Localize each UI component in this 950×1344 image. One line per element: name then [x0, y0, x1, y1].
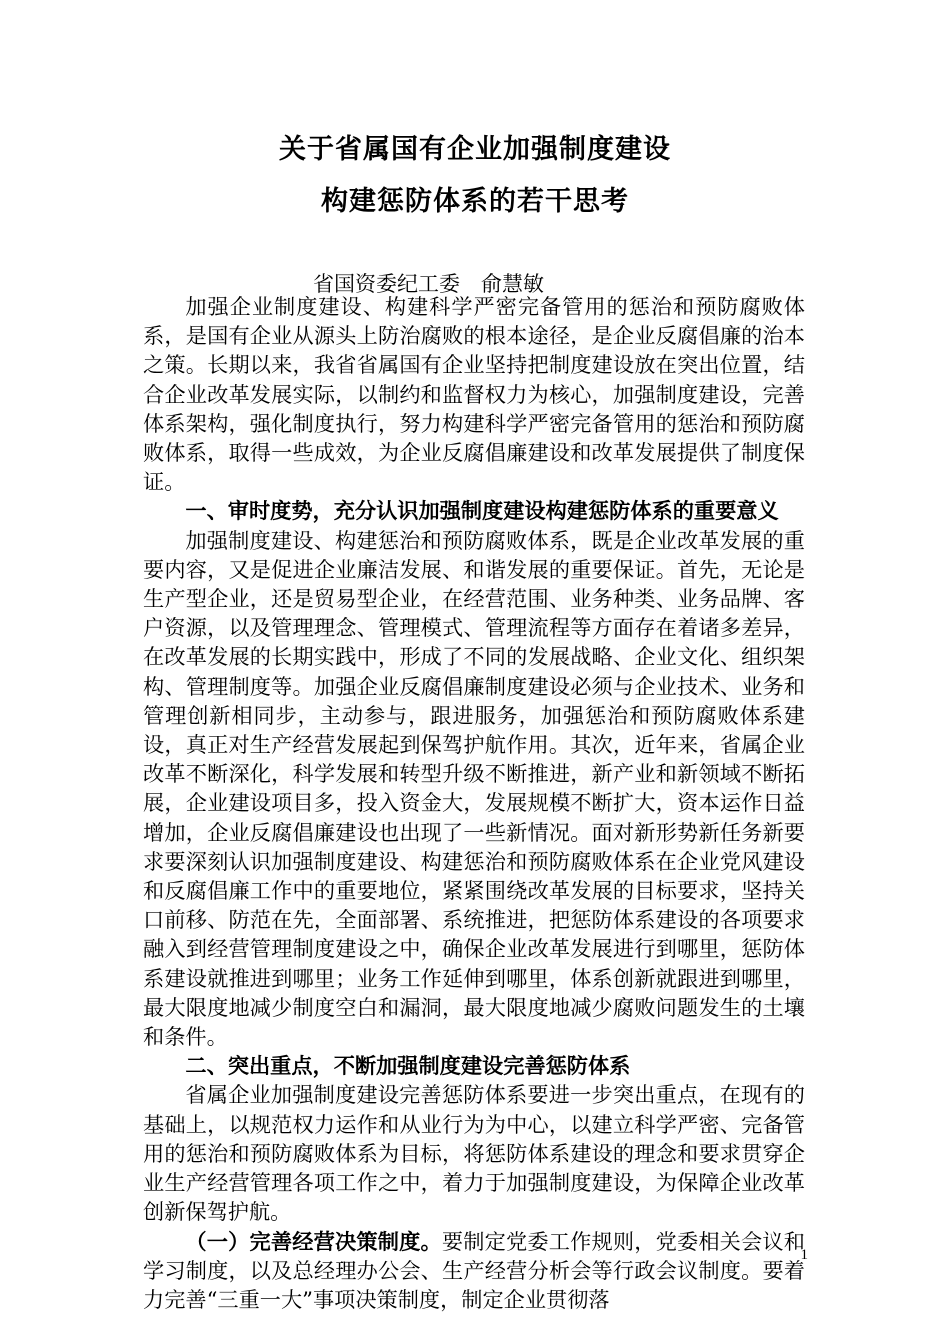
document-author: 省国资委纪工委 俞慧敏: [313, 272, 544, 296]
subsection-lead: （一）完善经营决策制度。: [185, 1228, 442, 1254]
section-heading: 一、审时度势，充分认识加强制度建设构建惩防体系的重要意义: [185, 498, 779, 524]
document-title-line2: 构建惩防体系的若干思考: [321, 186, 629, 217]
paragraph: 省属企业加强制度建设完善惩防体系要进一步突出重点，在现有的基础上，以规范权力运作和从业行为为中心，以建立科学严密、完备管用的惩治和预防腐败体系为目标，将惩防体系建设的理念和要求贯穿企业生产经营管理各项工作之中，着力于加强制度建设，为保障企业改革创新保驾护航。: [143, 1082, 805, 1225]
paragraph-text: 要制定党委工作规则，党委相关会议和学习制度，以及总经理办公会、生产经营分析会等行政会议制度。要着力完善“三重一大”事项决策制度，制定企业贯彻落: [143, 1228, 805, 1312]
paragraph: 加强企业制度建设、构建科学严密完备管用的惩治和预防腐败体系，是国有企业从源头上防治腐败的根本途径，是企业反腐倡廉的治本之策。长期以来，我省省属国有企业坚持把制度建设放在突出位置，结合企业改革发展实际，以制约和监督权力为核心，加强制度建设，完善体系架构，强化制度执行，努力构建科学严密完备管用的惩治和预防腐败体系，取得一些成效，为企业反腐倡廉建设和改革发展提供了制度保证。: [143, 294, 805, 495]
document-body: [143, 292, 805, 1314]
paragraph: [143, 1227, 805, 1315]
paragraph: 加强制度建设、构建惩治和预防腐败体系，既是企业改革发展的重要内容，又是促进企业廉洁发展、和谐发展的重要保证。首先，无论是生产型企业，还是贸易型企业，在经营范围、业务种类、业务品牌、客户资源，以及管理理念、管理模式、管理流程等方面存在着诸多差异，在改革发展的长期实践中，形成了不同的发展战略、企业文化、组织架构、管理制度等。加强企业反腐倡廉制度建设必须与企业技术、业务和管理创新相同步，主动参与，跟进服务，加强惩治和预防腐败体系建设，真正对生产经营发展起到保驾护航作用。其次，近年来，省属企业改革不断深化，科学发展和转型升级不断推进，新产业和新领域不断拓展，企业建设项目多，投入资金大，发展规模不断扩大，资本运作日益增加，企业反腐倡廉建设也出现了一些新情况。面对新形势新任务新要求要深刻认识加强制度建设、构建惩治和预防腐败体系在企业党风建设和反腐倡廉工作中的重要地位，紧紧围绕改革发展的目标要求，坚持关口前移、防范在先，全面部署、系统推进，把惩防体系建设的各项要求融入到经营管理制度建设之中，确保企业改革发展进行到哪里，惩防体系建设就推进到哪里；业务工作延伸到哪里，体系创新就跟进到哪里，最大限度地减少制度空白和漏洞，最大限度地减少腐败问题发生的土壤和条件。: [143, 527, 805, 1050]
section-heading: 二、突出重点，不断加强制度建设完善惩防体系: [185, 1053, 631, 1079]
document-title-line1: 关于省属国有企业加强制度建设: [279, 134, 671, 165]
page-number: 1: [800, 1247, 808, 1263]
